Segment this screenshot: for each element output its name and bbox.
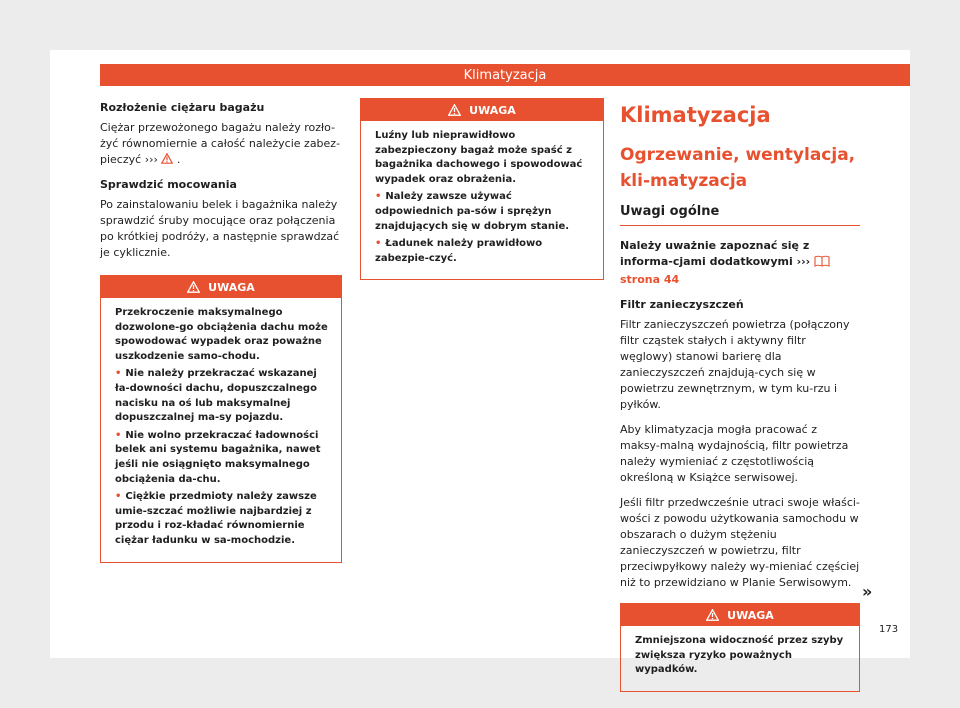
right-column	[620, 98, 860, 692]
continued-mark: »	[862, 582, 873, 601]
warning-list-item: • Nie należy przekraczać wskazanej ła-downości dachu, dopuszczalnego nacisku na oś lub maksymalnej dopuszczalnej ma-sy pojazdu.	[115, 368, 317, 424]
check-mounts-text: Po zainstalowaniu belek i bagażnika należy sprawdzić śruby mocujące oraz połączenia po krótkiej podróży, a następnie sprawdzać je cyklicznie.	[100, 198, 340, 259]
warning-list-item: • Ładunek należy prawidłowo zabezpie-czyć.	[375, 238, 543, 264]
warning-box-loose-luggage	[360, 98, 604, 280]
warning-header	[361, 99, 603, 121]
warning-title: UWAGA	[727, 608, 774, 622]
filter-heading: Filtr zanieczyszczeń	[620, 298, 744, 311]
load-distribution-text: Ciężar przewożonego bagażu należy rozło-żyć równomiernie a całość należycie zabez-pieczyć ››› .	[100, 121, 341, 166]
check-mounts-heading: Sprawdzić mocowania	[100, 178, 237, 191]
warning-title: UWAGA	[208, 280, 255, 294]
warning-body	[621, 626, 859, 691]
additional-info-note: Należy uważnie zapoznać się z informa-cjami dodatkowymi ››› strona 44	[620, 238, 860, 288]
page-number: 173	[879, 624, 899, 635]
section-title: Klimatyzacja	[620, 103, 771, 127]
book-icon	[814, 255, 830, 272]
load-distribution-heading: Rozłożenie ciężaru bagażu	[100, 101, 265, 114]
page-reference-link[interactable]: strona 44	[620, 273, 680, 286]
filter-paragraph-1: Filtr zanieczyszczeń powietrza (połączony filtr cząstek stałych i aktywny filtr węglowy) stanowi barierę dla zanieczyszczeń znajdują-cych się w powietrzu zewnętrznym, w tym ku-rzu i pyłków.	[620, 318, 850, 411]
warning-list-item: • Nie wolno przekraczać ładowności belek ani systemu bagażnika, nawet jeśli nie osiągnięto maksymalnego obciążenia da-chu.	[115, 429, 321, 485]
filter-paragraph-3: Jeśli filtr przedwcześnie utraci swoje właści-wości z powodu użytkowania samochodu w obszarach o dużym stężeniu zanieczyszczeń w powietrzu, filtr przeciwpyłkowy należy wy-mieniać częściej niż to przewidziano w Planie Serwisowym.	[620, 496, 860, 589]
warning-intro: Luźny lub nieprawidłowo zabezpieczony bagaż może spaść z bagażnika dachowego i spowodować wypadek oraz obrażenia.	[375, 130, 583, 185]
warning-header	[101, 276, 341, 298]
document-page	[50, 50, 910, 676]
topic-heading: Uwagi ogólne	[620, 204, 860, 226]
subsection-title: Ogrzewanie, wentylacja, kli-matyzacja	[620, 145, 856, 191]
warning-triangle-icon	[448, 104, 461, 116]
middle-column	[360, 98, 604, 280]
left-column	[100, 98, 342, 563]
warning-triangle-icon	[161, 153, 177, 166]
warning-body	[101, 298, 341, 562]
warning-triangle-icon	[706, 609, 719, 621]
warning-triangle-icon	[187, 281, 200, 293]
chapter-title: Klimatyzacja	[463, 67, 547, 83]
warning-list-item: • Ciężkie przedmioty należy zawsze umie-szczać możliwie najbardziej z przodu i roz-kładać równomiernie ciężar ładunku w sa-mochodzie.	[115, 491, 317, 546]
warning-body	[361, 121, 603, 279]
filter-paragraph-2: Aby klimatyzacja mogła pracować z maksy-malną wydajnością, filtr powietrza należy wymieniać z częstotliwością określoną w Książce serwisowej.	[620, 423, 849, 484]
chapter-header	[100, 64, 910, 86]
warning-box-roof-load	[100, 275, 342, 563]
warning-list-item: • Należy zawsze używać odpowiednich pa-sów i sprężyn znajdujących się w dobrym stanie.	[375, 191, 570, 232]
warning-header	[621, 604, 859, 626]
warning-intro: Przekroczenie maksymalnego dozwolone-go obciążenia dachu może spowodować wypadek oraz poważne uszkodzenie samo-chodu.	[115, 307, 328, 362]
warning-text: Zmniejszona widoczność przez szyby zwiększa ryzyko poważnych wypadków.	[635, 635, 844, 676]
warning-box-visibility	[620, 603, 860, 692]
warning-title: UWAGA	[469, 103, 516, 117]
